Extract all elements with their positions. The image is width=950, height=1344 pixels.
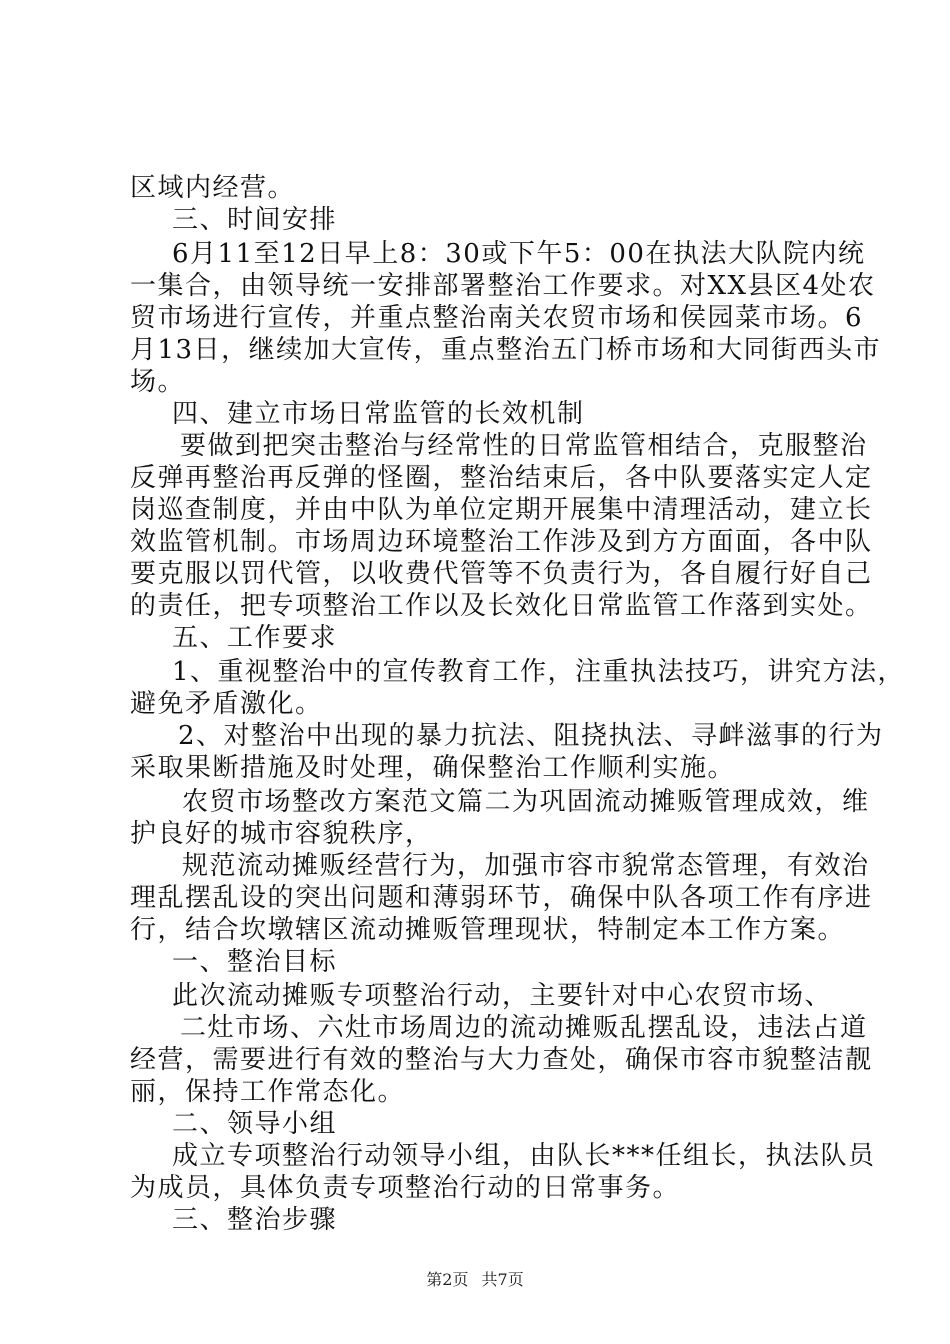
section-heading: 二、领导小组 — [172, 1109, 338, 1139]
text-line: 护良好的城市容貌秩序， — [130, 819, 433, 849]
text-line: 区域内经营。 — [130, 173, 296, 203]
text-line: 反弹再整治再反弹的怪圈，整治结束后，各中队要落实定人定 — [130, 463, 873, 493]
section-heading: 三、时间安排 — [172, 205, 338, 235]
page-number: 第2页 — [426, 1270, 469, 1289]
text-line: 效监管机制。市场周边环境整治工作涉及到方方面面，各中队 — [130, 527, 873, 557]
text-line: 规范流动摊贩经营行为，加强市容市貌常态管理，有效治 — [182, 851, 870, 881]
text-line: 丽，保持工作常态化。 — [130, 1077, 406, 1107]
text-line: 6月11至12日早上8：30或下午5：00在执法大队院内统 — [172, 239, 866, 269]
text-line: 2、对整治中出现的暴力抗法、阻挠执法、寻衅滋事的行为 — [178, 721, 884, 751]
text-line: 要克服以罚代管，以收费代管等不负责行为，各自履行好自己 — [130, 559, 873, 589]
section-heading: 三、整治步骤 — [172, 1205, 338, 1235]
text-line: 二灶市场、六灶市场周边的流动摊贩乱摆乱设，违法占道 — [180, 1013, 868, 1043]
text-line: 经营，需要进行有效的整治与大力查处，确保市容市貌整洁靓 — [130, 1045, 873, 1075]
text-line: 农贸市场整改方案范文篇二为巩固流动摊贩管理成效，维 — [182, 787, 870, 817]
page-footer — [0, 1270, 950, 1290]
text-line: 的责任，把专项整治工作以及长效化日常监管工作落到实处。 — [130, 591, 873, 621]
section-heading: 四、建立市场日常监管的长效机制 — [172, 399, 585, 429]
text-line: 1、重视整治中的宣传教育工作，注重执法技巧，讲究方法， — [172, 657, 906, 687]
section-heading: 一、整治目标 — [172, 947, 338, 977]
text-line: 为成员，具体负责专项整治行动的日常事务。 — [130, 1173, 681, 1203]
text-line: 岗巡查制度，并由中队为单位定期开展集中清理活动，建立长 — [130, 495, 873, 525]
text-line: 避免矛盾激化。 — [130, 689, 323, 719]
text-line: 行，结合坎墩辖区流动摊贩管理现状，特制定本工作方案。 — [130, 915, 846, 945]
text-line: 采取果断措施及时处理，确保整治工作顺利实施。 — [130, 753, 736, 783]
text-line: 成立专项整治行动领导小组，由队长***任组长，执法队员 — [172, 1141, 876, 1171]
text-line: 场。 — [130, 367, 186, 397]
section-heading: 五、工作要求 — [172, 623, 338, 653]
text-line: 此次流动摊贩专项整治行动，主要针对中心农贸市场、 — [172, 981, 833, 1011]
text-line: 贸市场进行宣传，并重点整治南关农贸市场和侯园菜市场。6 — [130, 303, 864, 333]
page-total: 共7页 — [481, 1270, 524, 1289]
text-line: 理乱摆乱设的突出问题和薄弱环节，确保中队各项工作有序进 — [130, 883, 873, 913]
text-line: 要做到把突击整治与经常性的日常监管相结合，克服整治 — [180, 431, 868, 461]
text-line: 月13日，继续加大宣传，重点整治五门桥市场和大同街西头市 — [130, 335, 882, 365]
text-line: 一集合，由领导统一安排部署整治工作要求。对XX县区4处农 — [130, 271, 876, 301]
